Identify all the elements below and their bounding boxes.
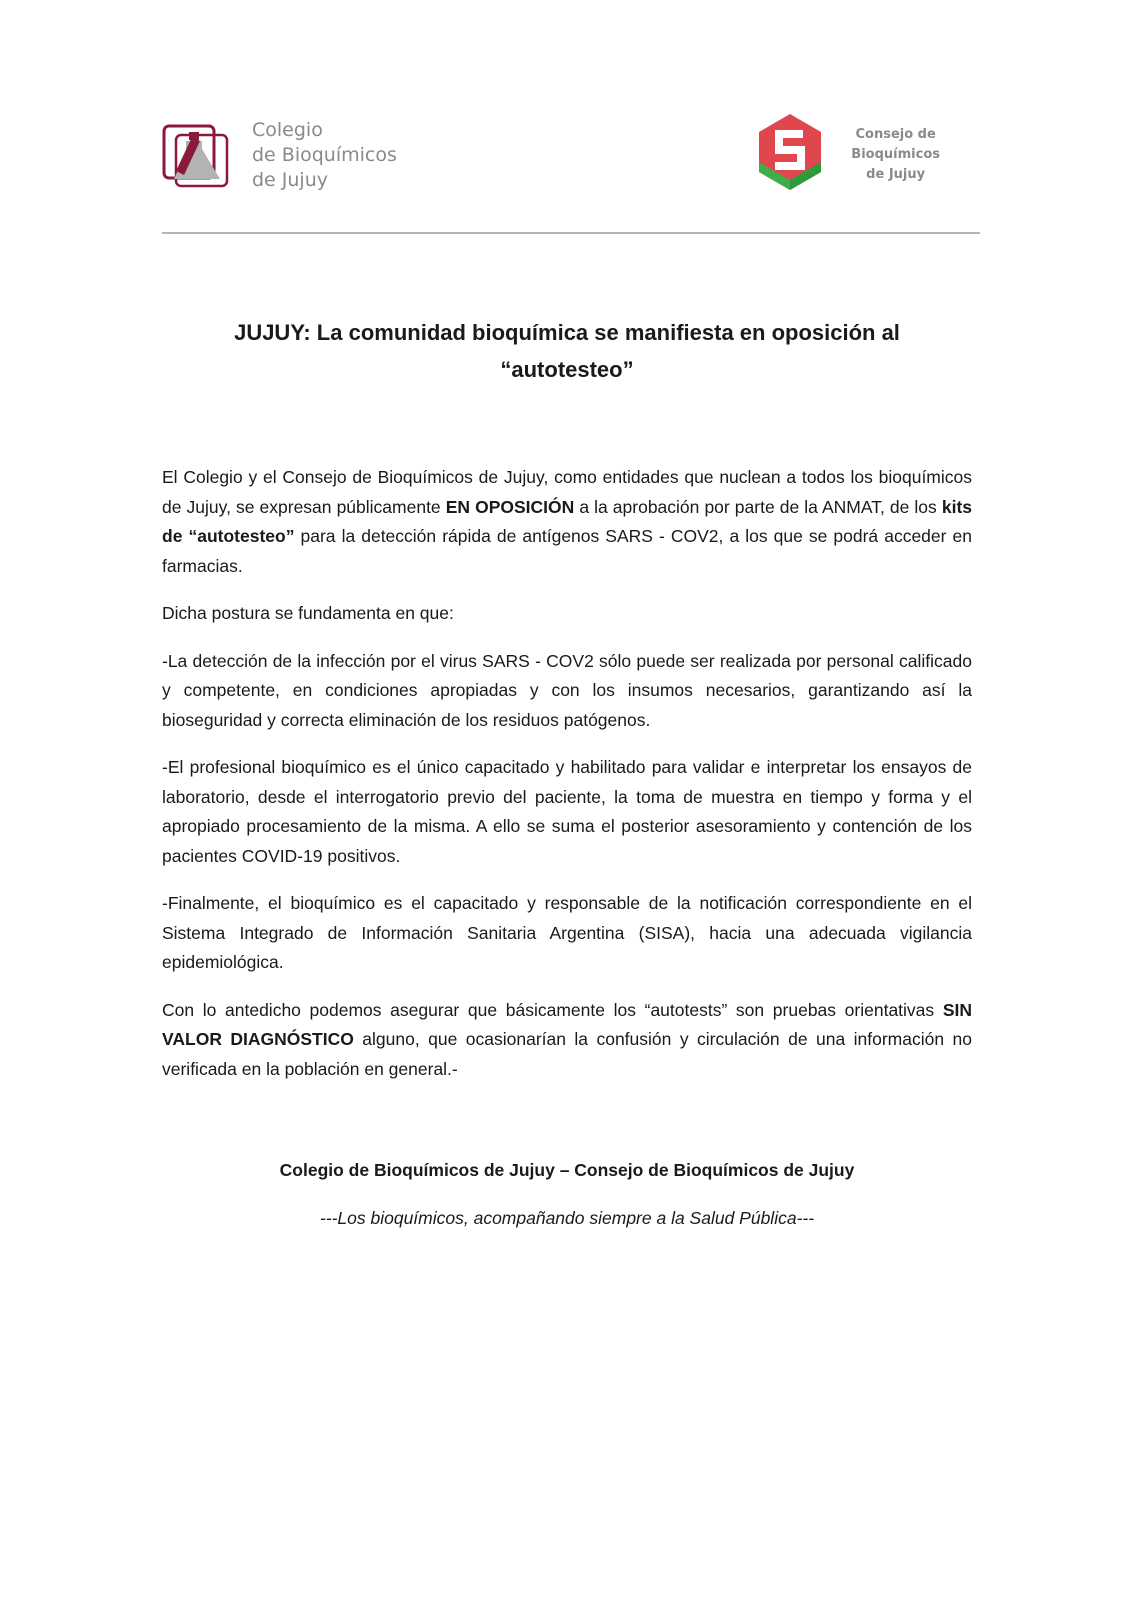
paragraph-conclusion [162, 996, 972, 1085]
paragraph-point-professional: -El profesional bioquímico es el único capacitado y habilitado para validar e interpretar los ensayos de laboratorio, desde el interrogatorio previo del paciente, la toma de muestra en tiempo y forma y el apropiado procesamiento de la misma. A ello se suma el posterior asesoramiento y contención de los pacientes COVID-19 positivos. [162, 757, 972, 866]
header-divider [162, 232, 980, 234]
paragraph-intro-emphasis-kits: kits de “autotesteo” [162, 496, 972, 546]
document-title [162, 314, 972, 388]
paragraph-intro-emphasis-opposition: EN OPOSICIÓN [445, 496, 575, 517]
document-body [162, 463, 972, 1102]
paragraph-intro [162, 463, 972, 581]
paragraph-conclusion-text-c: alguno, que ocasionarían la confusión y circulación de una información no verificada en la población en general.- [162, 1029, 972, 1079]
title-line1: JUJUY: La comunidad bioquímica se manifiesta en oposición al [234, 320, 900, 345]
paragraph-point-notification: -Finalmente, el bioquímico es el capacitado y responsable de la notificación correspondiente en el Sistema Integrado de Información Sanitaria Argentina (SISA), hacia una adecuada vigilancia epidemiológica. [162, 893, 972, 972]
cube-s-icon [755, 110, 825, 199]
title-line2: “autotesteo” [500, 357, 634, 382]
paragraph-conclusion-text-a: Con lo antedicho podemos asegurar que básicamente los “autotests” son pruebas orientativas [162, 999, 943, 1020]
paragraph-point-detection: -La detección de la infección por el virus SARS - COV2 sólo puede ser realizada por personal calificado y competente, en condiciones apropiadas y con los insumos necesarios, garantizando así la bioseguridad y correcta eliminación de los residuos patógenos. [162, 650, 972, 730]
signature-block [162, 1156, 972, 1233]
paragraph-basis: Dicha postura se fundamenta en que: [162, 603, 454, 623]
signature-organizations: Colegio de Bioquímicos de Jujuy – Consejo de Bioquímicos de Jujuy [279, 1160, 855, 1180]
consejo-logo-line2: Bioquímicos [851, 146, 940, 162]
signature-motto: ---Los bioquímicos, acompañando siempre a la Salud Pública--- [319, 1207, 815, 1228]
consejo-logo-line3: de Jujuy [866, 166, 926, 182]
colegio-logo-line3: de Jujuy [252, 169, 328, 191]
consejo-logo-line1: Consejo de [855, 126, 936, 142]
colegio-logo-text [252, 118, 397, 193]
consejo-logo-text [851, 125, 940, 185]
colegio-logo-line2: de Bioquímicos [252, 144, 397, 166]
paragraph-intro-text-e: para la detección rápida de antígenos SARS - COV2, a los que se podrá acceder en farmacias. [162, 526, 972, 576]
flask-frame-icon [162, 123, 230, 189]
paragraph-intro-text-c: a la aprobación por parte de la ANMAT, de los [574, 496, 942, 517]
letterhead [162, 110, 982, 210]
colegio-logo-line1: Colegio [252, 119, 323, 141]
paragraph-conclusion-emphasis: SIN VALOR DIAGNÓSTICO [162, 999, 972, 1049]
consejo-logo [755, 110, 940, 199]
colegio-logo [162, 118, 397, 193]
paragraph-intro-text-a: El Colegio y el Consejo de Bioquímicos de Jujuy, como entidades que nuclean a todos los bioquímicos de Jujuy, se expresan públicamente [162, 467, 972, 517]
